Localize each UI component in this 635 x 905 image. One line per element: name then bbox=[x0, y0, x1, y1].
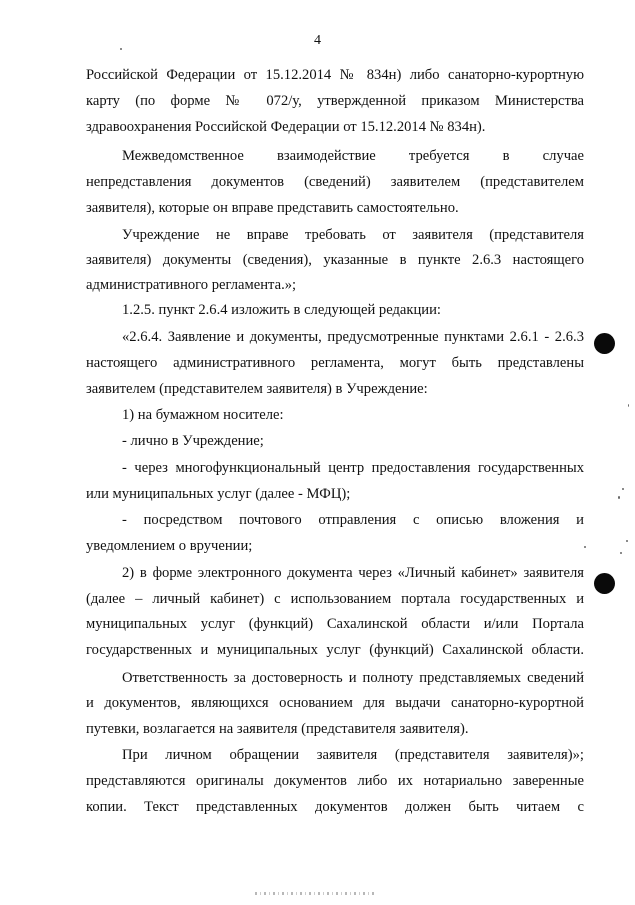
text-line: (далее – личный кабинет) с использованием портала государственных и bbox=[86, 591, 584, 607]
text-line: представляются оригиналы документов либо их нотариально заверенные bbox=[86, 773, 584, 789]
text-line: заявителя) документы (сведения), указанные в пункте 2.6.3 настоящего bbox=[86, 252, 584, 268]
binder-hole bbox=[594, 573, 615, 594]
scan-noise bbox=[255, 892, 375, 895]
text-line: 1.2.5. пункт 2.6.4 изложить в следующей редакции: bbox=[122, 302, 441, 318]
text-line: 1) на бумажном носителе: bbox=[122, 407, 284, 423]
scan-speck bbox=[622, 488, 624, 490]
text-line: и документов, являющихся основанием для выдачи санаторно-курортной bbox=[86, 695, 584, 711]
text-line: здравоохранения Российской Федерации от 15.12.2014 № 834н). bbox=[86, 119, 486, 135]
text-line: - посредством почтового отправления с описью вложения и bbox=[122, 512, 584, 528]
scan-speck bbox=[584, 546, 586, 548]
scan-speck bbox=[618, 496, 620, 499]
text-line: Межведомственное взаимодействие требуется в случае bbox=[122, 148, 584, 164]
binder-hole bbox=[594, 333, 615, 354]
text-line: заявителем (представителем заявителя) в Учреждение: bbox=[86, 381, 428, 397]
scan-speck bbox=[120, 48, 122, 50]
text-line: уведомлением о вручении; bbox=[86, 538, 253, 554]
text-line: муниципальных услуг (функций) Сахалинской области и/или Портала bbox=[86, 616, 584, 632]
text-line: заявителя), которые он вправе представить самостоятельно. bbox=[86, 200, 459, 216]
text-line: путевки, возлагается на заявителя (представителя заявителя). bbox=[86, 721, 469, 737]
text-line: административного регламента.»; bbox=[86, 277, 297, 293]
text-line: Ответственность за достоверность и полноту представляемых сведений bbox=[122, 670, 584, 686]
page-number: 4 bbox=[314, 33, 321, 48]
text-line: копии. Текст представленных документов должен быть читаем с bbox=[86, 799, 584, 815]
scan-speck bbox=[620, 552, 622, 554]
scan-speck bbox=[626, 540, 628, 542]
text-line: государственных и муниципальных услуг (функций) Сахалинской области. bbox=[86, 642, 584, 658]
text-line: настоящего административного регламента, могут быть представлены bbox=[86, 355, 584, 371]
scan-speck bbox=[628, 404, 629, 407]
text-line: Российской Федерации от 15.12.2014 № 834н) либо санаторно-курортную bbox=[86, 67, 584, 83]
text-line: или муниципальных услуг (далее - МФЦ); bbox=[86, 486, 351, 502]
text-line: 2) в форме электронного документа через «Личный кабинет» заявителя bbox=[122, 565, 584, 581]
text-line: При личном обращении заявителя (представителя заявителя)»; bbox=[122, 747, 584, 763]
text-line: Учреждение не вправе требовать от заявителя (представителя bbox=[122, 227, 584, 243]
text-line: - через многофункциональный центр предоставления государственных bbox=[122, 460, 584, 476]
text-line: «2.6.4. Заявление и документы, предусмотренные пунктами 2.6.1 - 2.6.3 bbox=[122, 329, 584, 345]
text-line: - лично в Учреждение; bbox=[122, 433, 264, 449]
text-line: непредставления документов (сведений) заявителем (представителем bbox=[86, 174, 584, 190]
text-line: карту (по форме № 072/у, утвержденной приказом Министерства bbox=[86, 93, 584, 109]
